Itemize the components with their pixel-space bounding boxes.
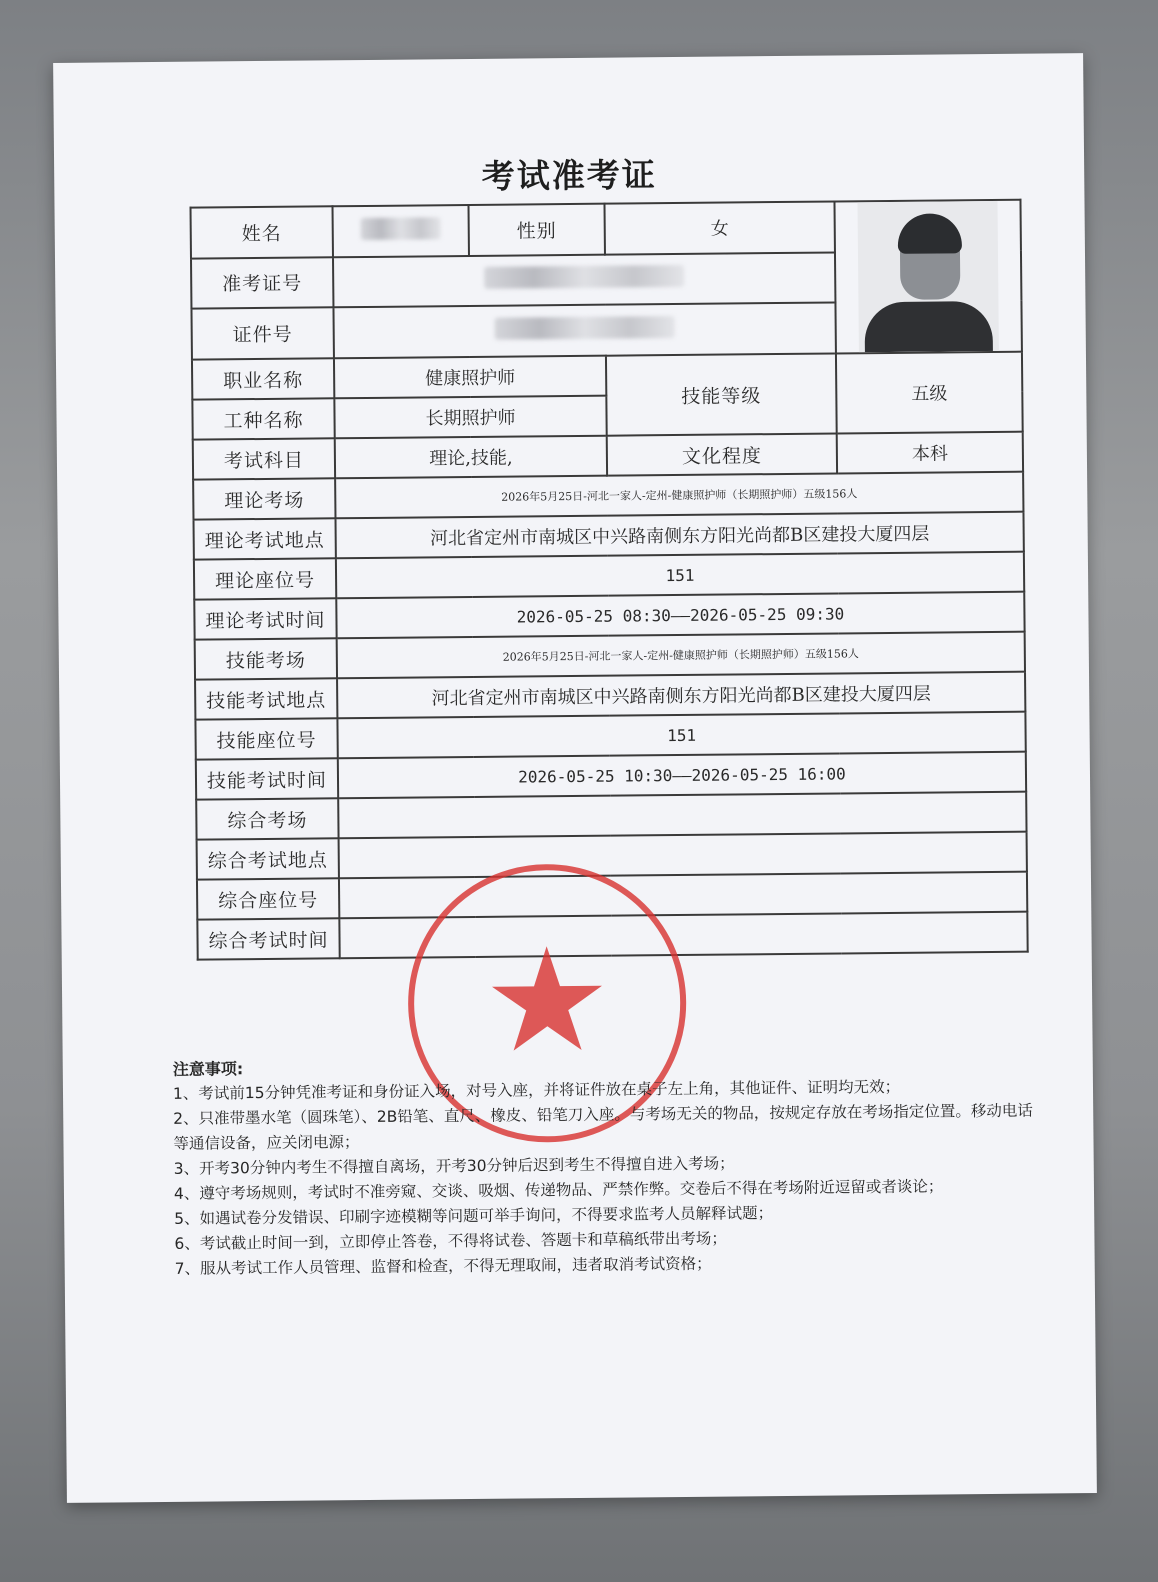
list-item: 4、遵守考场规则，考试时不准旁窥、交谈、吸烟、传递物品、严禁作弊。交卷后不得在考场附近逗留或者谈论； (173, 1177, 944, 1203)
admission-info-table (189, 199, 1028, 961)
row-label: 技能考试地点 (195, 678, 337, 719)
skill-level-label: 技能等级 (606, 353, 837, 435)
id-number-redacted (333, 303, 835, 359)
id-number-label: 证件号 (191, 308, 333, 360)
notes-section (173, 1049, 1045, 1282)
candidate-photo (857, 201, 998, 352)
education-label: 文化程度 (607, 433, 837, 475)
row-value: 2026年5月25日-河北一家人-定州-健康照护师（长期照护师）五级156人 (337, 632, 1025, 679)
education-value: 本科 (837, 432, 1023, 474)
notes-list (173, 1074, 1045, 1282)
row-label: 理论考试时间 (194, 598, 336, 639)
list-item: 5、如遇试卷分发错误、印刷字迹模糊等问题可举手询问，不得要求监考人员解释试题； (174, 1204, 774, 1228)
list-item: 1、考试前15分钟凭准考证和身份证入场，对号入座，并将证件放在桌子左上角，其他证件、证明均无效； (172, 1077, 901, 1103)
row-label: 技能考试时间 (196, 758, 338, 799)
row-value: 151 (336, 552, 1024, 599)
subjects-label: 考试科目 (193, 438, 335, 479)
row-value: 2026-05-25 10:30——2026-05-25 16:00 (338, 752, 1026, 799)
list-item: 7、服从考试工作人员管理、监督和检查，不得无理取闹，违者取消考试资格； (174, 1254, 712, 1278)
page-title: 考试准考证 (481, 155, 657, 196)
name-value-redacted (333, 205, 469, 257)
row-label: 理论考试地点 (194, 518, 336, 559)
list-item: 3、开考30分钟内考生不得擅自离场，开考30分钟后迟到考生不得擅自进入考场； (173, 1154, 735, 1178)
row-label: 综合考试地点 (197, 838, 339, 879)
ticket-number-redacted (333, 252, 835, 307)
row-label: 综合考场 (196, 798, 338, 839)
photo-cell (834, 200, 1021, 354)
gender-label: 性别 (468, 204, 604, 256)
ticket-number-label: 准考证号 (191, 257, 333, 309)
row-label: 综合考试时间 (197, 918, 339, 959)
row-label: 综合座位号 (197, 878, 339, 919)
list-item: 2、只准带墨水笔（圆珠笔）、2B铅笔、直尺、橡皮、铅笔刀入座。与考场无关的物品，按规定存放在考场指定位置。移动电话等通信设备，应关闭电源； (173, 1101, 1033, 1153)
work-type-label: 工种名称 (192, 398, 334, 439)
row-value: 151 (337, 712, 1025, 759)
notes-heading: 注意事项: (172, 1059, 244, 1079)
admission-ticket-sheet (53, 53, 1097, 1503)
row-value: 2026年5月25日-河北一家人-定州-健康照护师（长期照护师）五级156人 (335, 472, 1023, 519)
row-label: 技能考场 (195, 638, 337, 679)
row-label: 技能座位号 (195, 718, 337, 759)
subjects-value: 理论,技能, (335, 436, 607, 479)
list-item: 6、考试截止时间一到，立即停止答卷，不得将试卷、答题卡和草稿纸带出考场； (174, 1229, 727, 1253)
name-label: 姓名 (191, 206, 333, 258)
occupation-value: 健康照护师 (334, 356, 606, 399)
gender-value: 女 (604, 201, 834, 254)
occupation-label: 职业名称 (192, 358, 334, 399)
row-value: 河北省定州市南城区中兴路南侧东方阳光尚都B区建投大厦四层 (335, 512, 1023, 559)
row-label: 理论考场 (193, 478, 335, 519)
row-value (338, 792, 1026, 839)
work-type-value: 长期照护师 (334, 396, 606, 439)
row-value: 河北省定州市南城区中兴路南侧东方阳光尚都B区建投大厦四层 (337, 672, 1025, 719)
seal-star-icon (492, 946, 603, 1051)
row-label: 理论座位号 (194, 558, 336, 599)
row-value: 2026-05-25 08:30——2026-05-25 09:30 (336, 592, 1024, 639)
skill-level-value: 五级 (836, 352, 1023, 434)
